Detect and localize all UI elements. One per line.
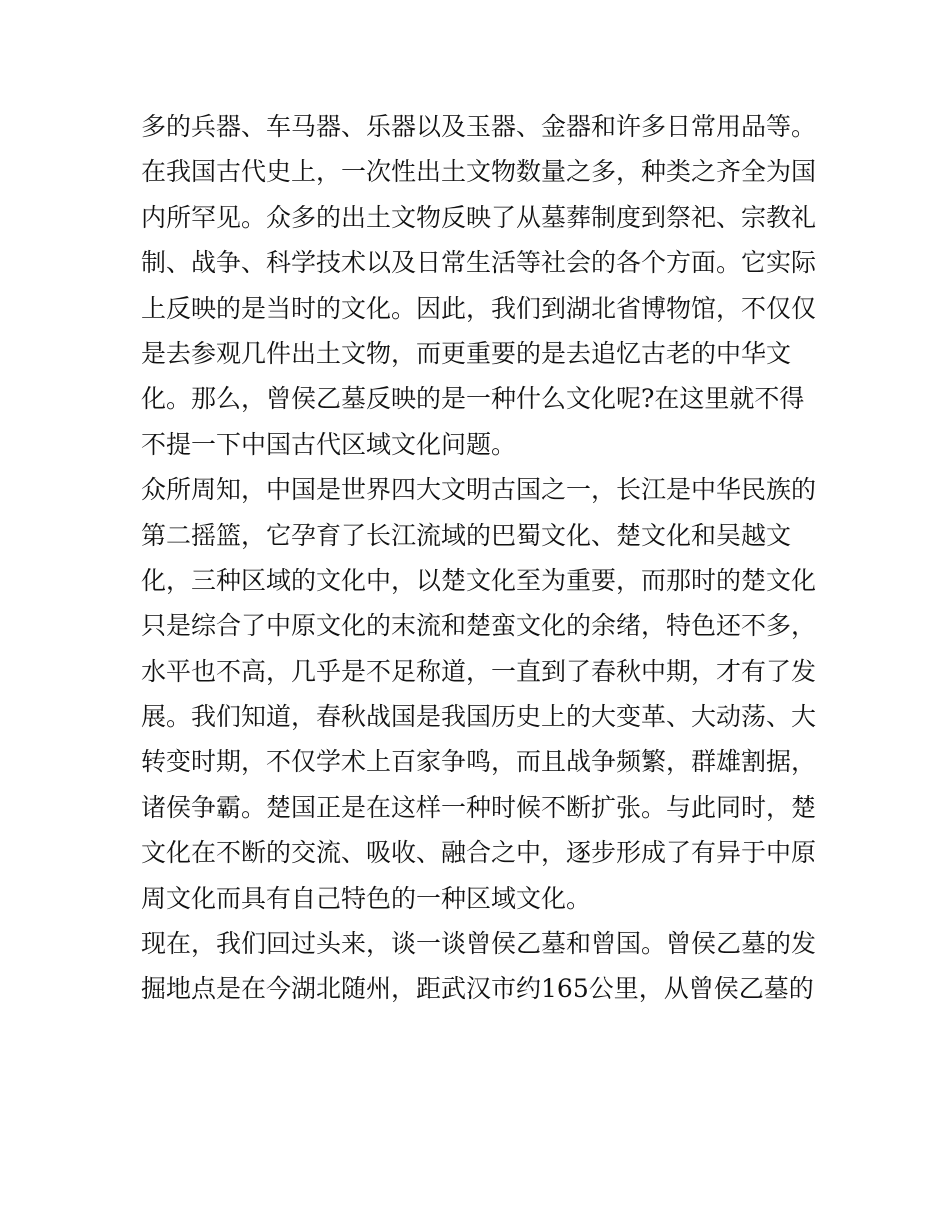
text-line: 只是综合了中原文化的末流和楚蛮文化的余绪，特色还不多， — [141, 611, 817, 641]
text-line: 内所罕见。众多的出土文物反映了从墓葬制度到祭祀、宗教礼 — [141, 202, 817, 232]
text-line: 周文化而具有自己特色的一种区域文化。 — [141, 883, 592, 913]
text-line: 化。那么，曾侯乙墓反映的是一种什么文化呢?在这里就不得 — [141, 384, 805, 414]
text-line: 掘地点是在今湖北随州，距武汉市约165公里，从曾侯乙墓的 — [141, 974, 814, 1004]
text-line: 化，三种区域的文化中，以楚文化至为重要，而那时的楚文化 — [141, 565, 817, 595]
text-line: 是去参观几件出土文物，而更重要的是去追忆古老的中华文 — [141, 338, 792, 368]
text-line: 第二摇篮，它孕育了长江流域的巴蜀文化、楚文化和吴越文 — [141, 520, 792, 550]
text-line: 上反映的是当时的文化。因此，我们到湖北省博物馆，不仅仅 — [141, 293, 817, 323]
text-line: 水平也不高，几乎是不足称道，一直到了春秋中期，才有了发 — [141, 656, 817, 686]
text-line: 不提一下中国古代区域文化问题。 — [141, 429, 517, 459]
text-line: 在我国古代史上，一次性出土文物数量之多，种类之齐全为国 — [141, 157, 817, 187]
text-line: 诸侯争霸。楚国正是在这样一种时候不断扩张。与此同时，楚 — [141, 792, 817, 822]
text-line: 转变时期，不仅学术上百家争鸣，而且战争频繁，群雄割据， — [141, 747, 817, 777]
text-line: 展。我们知道，春秋战国是我国历史上的大变革、大动荡、大 — [141, 702, 817, 732]
text-line: 文化在不断的交流、吸收、融合之中，逐步形成了有异于中原 — [141, 838, 817, 868]
text-line: 多的兵器、车马器、乐器以及玉器、金器和许多日常用品等。 — [141, 112, 817, 141]
text-line: 众所周知，中国是世界四大文明古国之一，长江是中华民族的 — [141, 475, 817, 505]
body-text — [141, 104, 821, 1012]
text-line: 现在，我们回过头来，谈一谈曾侯乙墓和曾国。曾侯乙墓的发 — [141, 929, 817, 959]
text-line: 制、战争、科学技术以及日常生活等社会的各个方面。它实际 — [141, 248, 817, 278]
